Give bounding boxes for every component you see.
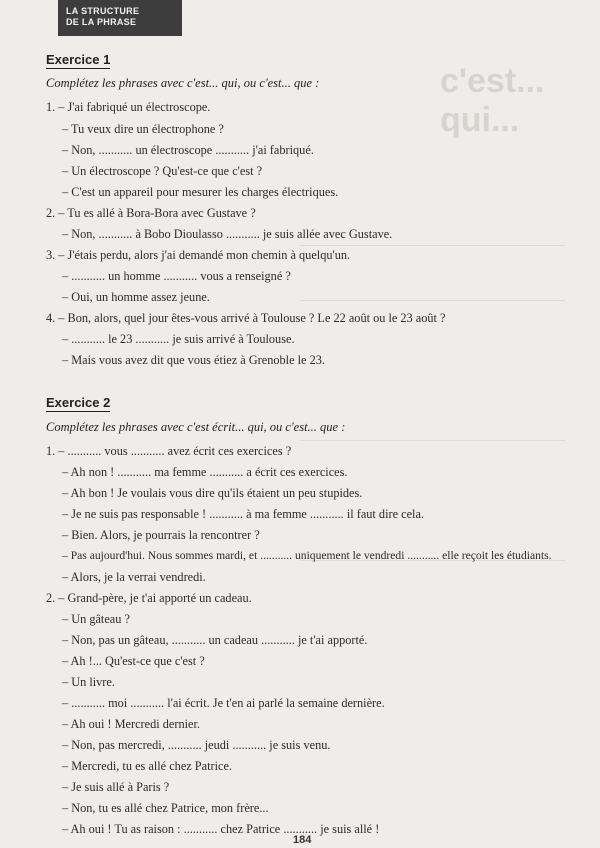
exercise2-line: – Ah !... Qu'est-ce que c'est ? <box>62 654 205 668</box>
exercise1-line: – Tu veux dire un électrophone ? <box>62 122 224 136</box>
exercise2-line: – Non, pas mercredi, ........... jeudi ........... je suis venu. <box>62 738 331 752</box>
exercise2-line: – ........... moi ........... l'ai écrit. Je t'en ai parlé la semaine dernière. <box>62 696 385 710</box>
exercise1-line: – ........... le 23 ........... je suis arrivé à Toulouse. <box>62 332 295 346</box>
exercise1-line: 3. – J'étais perdu, alors j'ai demandé mon chemin à quelqu'un. <box>46 248 351 262</box>
exercise2-line: 2. – Grand-père, je t'ai apporté un cadeau. <box>46 591 252 605</box>
ghost-rule <box>300 245 565 246</box>
exercise2-line: – Ah non ! ........... ma femme ........... a écrit ces exercices. <box>62 465 348 479</box>
exercise2-line: 1. – ........... vous ........... avez écrit ces exercices ? <box>46 444 292 458</box>
exercise1-line: – C'est un appareil pour mesurer les charges électriques. <box>62 185 339 199</box>
exercise2-line: – Ah bon ! Je voulais vous dire qu'ils étaient un peu stupides. <box>62 486 363 500</box>
exercise2-line: – Pas aujourd'hui. Nous sommes mardi, et ........... uniquement le vendredi ........... elle reçoit les étudiants. <box>62 549 552 562</box>
section-tab <box>58 0 182 36</box>
exercise1-heading: Exercice 1 <box>46 52 111 67</box>
exercise1-line: 1. – J'ai fabriqué un électroscope. <box>46 100 211 114</box>
exercise1-line: 4. – Bon, alors, quel jour êtes-vous arrivé à Toulouse ? Le 22 août ou le 23 août ? <box>46 311 446 325</box>
section-tab-line2: DE LA PHRASE <box>66 17 137 27</box>
exercise2-line: – Mercredi, tu es allé chez Patrice. <box>62 759 233 773</box>
exercise1-line: – Un électroscope ? Qu'est-ce que c'est ? <box>62 164 263 178</box>
ghost-rule <box>300 440 565 441</box>
ghost-title: c'est... qui... <box>440 62 545 139</box>
exercise2-heading: Exercice 2 <box>46 395 111 410</box>
exercise1-line: – Non, ........... un électroscope ........... j'ai fabriqué. <box>62 143 314 157</box>
exercise2-instruction: Complétez les phrases avec c'est écrit... qui, ou c'est... que : <box>46 420 346 434</box>
exercise2-line: – Un gâteau ? <box>62 612 130 626</box>
exercise1-line: 2. – Tu es allé à Bora-Bora avec Gustave ? <box>46 206 256 220</box>
exercise1-instruction: Complétez les phrases avec c'est... qui, ou c'est... que : <box>46 76 320 90</box>
exercise2-line: – Bien. Alors, je pourrais la rencontrer ? <box>62 528 260 542</box>
exercise1-line: – ........... un homme ........... vous a renseigné ? <box>62 269 291 283</box>
exercise2-line: – Ah oui ! Mercredi dernier. <box>62 717 200 731</box>
exercise2-line: – Ah oui ! Tu as raison : ........... chez Patrice ........... je suis allé ! <box>62 822 380 836</box>
exercise2-line: – Non, pas un gâteau, ........... un cadeau ........... je t'ai apporté. <box>62 633 368 647</box>
exercise1-line: – Oui, un homme assez jeune. <box>62 290 210 304</box>
page-number: 184 <box>293 834 312 846</box>
exercise2-line: – Je ne suis pas responsable ! ........... à ma femme ........... il faut dire cela. <box>62 507 424 521</box>
exercise2-line: – Je suis allé à Paris ? <box>62 780 170 794</box>
section-tab-line1: LA STRUCTURE <box>66 6 140 16</box>
exercise2-line: – Un livre. <box>62 675 115 689</box>
exercise2-line: – Alors, je la verrai vendredi. <box>62 570 206 584</box>
exercise2-line: – Non, tu es allé chez Patrice, mon frère... <box>62 801 269 815</box>
exercise1-line: – Mais vous avez dit que vous étiez à Grenoble le 23. <box>62 353 325 367</box>
ghost-rule <box>300 300 565 301</box>
exercise1-line: – Non, ........... à Bobo Dioulasso ........... je suis allée avec Gustave. <box>62 227 393 241</box>
